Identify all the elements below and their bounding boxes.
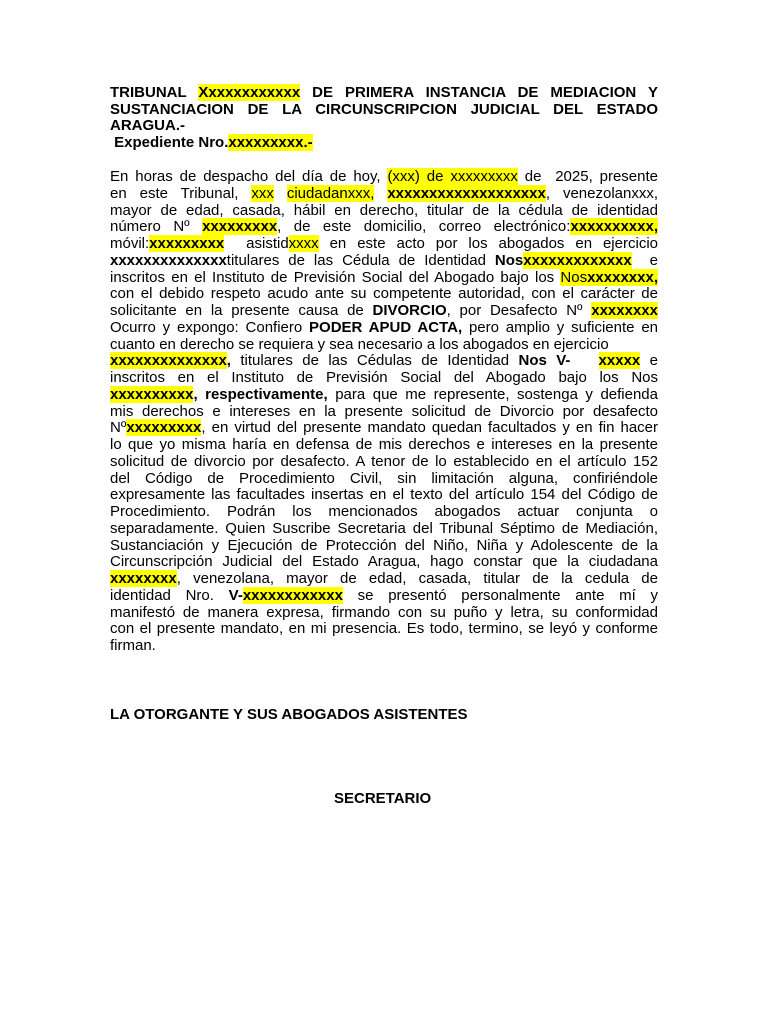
- body-line: [110, 471, 658, 488]
- body-text-segment: , venezolana, mayor de edad, casada, titular de la cedula de: [176, 570, 658, 587]
- body-line: [110, 203, 658, 220]
- placeholder-field: xxxxxxxx: [110, 570, 177, 587]
- body-line: [110, 387, 658, 404]
- body-text-segment: móvil:: [110, 235, 150, 252]
- body-text-segment: inscritos en el Instituto de Previsión Social del Abogado bajo los Nos: [110, 369, 658, 386]
- body-line: [110, 487, 658, 504]
- court-name-placeholder: Xxxxxxxxxxxx: [198, 84, 301, 101]
- body-line: [110, 353, 658, 370]
- body-text-segment: ,: [226, 352, 231, 370]
- placeholder-field: xxxxxxxxx: [126, 419, 202, 437]
- body-text-segment: Ocurro y expongo: Confiero: [110, 318, 310, 336]
- body-text-segment: e: [640, 352, 658, 370]
- body-line: [110, 169, 658, 186]
- body-text-segment: número Nº: [110, 218, 203, 236]
- body-line: [110, 337, 658, 354]
- placeholder-field: xxxx: [288, 235, 319, 252]
- body-text-segment: , en virtud del presente mandato quedan facultados y en fin hacer: [201, 419, 658, 437]
- body-text-segment: , por Desafecto Nº: [446, 302, 592, 319]
- body-text-segment: Nos V-: [518, 352, 571, 370]
- body-line: [110, 605, 658, 622]
- body-line: [110, 286, 658, 303]
- body-line: [110, 588, 658, 605]
- body-text-segment: solicitud de divorcio por desafecto. A tenor de lo establecido en el artículo 152: [110, 452, 658, 470]
- body-text-segment: en este Tribunal,: [110, 184, 252, 202]
- body-line: [110, 454, 658, 471]
- body-text-segment: xxxxxxxxxxxxxx: [110, 251, 227, 269]
- body-text-segment: identidad Nro.: [110, 586, 229, 604]
- body-line: [110, 621, 658, 638]
- body-text-segment: en este acto por los abogados en ejercicio: [318, 235, 658, 252]
- body-text-segment: Nº: [110, 419, 127, 437]
- body-text-segment: e: [631, 251, 658, 269]
- placeholder-field: xxxxxxxx: [591, 302, 658, 319]
- body-text-segment: separadamente. Quien Suscribe Secretaria del Tribunal Séptimo de Mediación,: [110, 519, 658, 537]
- body-text-segment: se presentó personalmente ante mí y: [342, 586, 658, 604]
- body-line: [110, 186, 658, 203]
- placeholder-field: xxxxxxxxxxxx: [242, 586, 343, 604]
- placeholder-field: xxxxxxxxx: [202, 218, 278, 236]
- body-text-segment: [570, 352, 598, 369]
- body-line: [110, 370, 658, 387]
- case-number-placeholder: xxxxxxxxx.-: [228, 134, 313, 152]
- body-line: [110, 538, 658, 555]
- body-text-segment: asistid: [224, 235, 289, 252]
- body-line: [110, 303, 658, 320]
- body-text-segment: pero amplio y suficiente en: [462, 318, 659, 336]
- body-text-segment: Nos: [494, 251, 524, 269]
- body-line: [110, 236, 658, 253]
- placeholder-field: xxxxxxxxxxxxx: [523, 251, 632, 269]
- body-text-segment: mayor de edad, casada, hábil en derecho, titular de la cédula de identidad: [110, 201, 658, 219]
- placeholder-field: Nos: [560, 268, 588, 286]
- body-line: [110, 504, 658, 521]
- body-text-segment: , respectivamente,: [193, 385, 328, 403]
- body-text-segment: Sustanciación y Ejecución de Protección del Niño, Niña y Adolescente de la: [110, 536, 658, 554]
- body-text-segment: V-: [228, 586, 243, 604]
- body-text-segment: En horas de despacho del día de hoy,: [110, 168, 388, 185]
- body-text-segment: mis derechos e intereses en la presente solicitud de Divorcio por desafecto: [110, 402, 658, 420]
- placeholder-field: xxxxxxxxx: [149, 235, 225, 252]
- body-line: [110, 554, 658, 571]
- body-text-segment: PODER APUD ACTA,: [309, 318, 463, 336]
- body-text-segment: titulares de las Cédulas de Identidad: [230, 352, 519, 370]
- body-text-segment: DIVORCIO: [372, 302, 447, 319]
- body-line: [110, 404, 658, 421]
- body-text-segment: , venezolanxxx,: [545, 184, 659, 202]
- body-text-segment: para que me represente, sostenga y defienda: [327, 385, 658, 403]
- placeholder-field: xxxxxxxxxxxxxxxxxxx: [387, 184, 546, 202]
- body-text-segment: firman.: [110, 637, 156, 654]
- body-text-segment: solicitante en la presente causa de: [110, 302, 373, 319]
- body-line: [110, 571, 658, 588]
- body-text-segment: expresamente las facultades insertas en el texto del artículo 154 del Código de: [110, 486, 658, 504]
- body-text-segment: [374, 185, 387, 202]
- placeholder-field: ciudadanxxx,: [286, 184, 375, 202]
- secretary-signature-label: SECRETARIO: [334, 790, 432, 807]
- court-heading-line-1: TRIBUNAL Xxxxxxxxxxxx DE PRIMERA INSTANCIA DE MEDIACION Y: [110, 84, 658, 101]
- court-heading-line-2: SUSTANCIACION DE LA CIRCUNSCRIPCION JUDICIAL DEL ESTADO: [110, 100, 658, 118]
- body-text-segment: [274, 185, 287, 202]
- placeholder-field: xxxxx: [598, 352, 641, 370]
- body-line: [110, 420, 658, 437]
- body-text-segment: Procedimiento. Podrán los mencionados abogados actuar conjunta o: [110, 503, 658, 520]
- body-text-segment: del Código de Procedimiento Civil, sin limitación alguna, confiriéndole: [110, 469, 658, 487]
- placeholder-field: xxx: [251, 184, 274, 202]
- body-line: [110, 638, 658, 655]
- body-text-segment: , de este domicilio, correo electrónico:: [277, 218, 571, 236]
- body-line: [110, 437, 658, 454]
- body-text-segment: inscritos en el Instituto de Previsión Social del Abogado bajo los: [110, 268, 561, 286]
- placeholder-field: xxxxxxxx,: [587, 268, 658, 286]
- body-text-segment: cuanto en derecho se requiera y sea necesario a los abogados en ejercicio: [110, 335, 609, 353]
- placeholder-field: xxxxxxxxxx,: [570, 218, 658, 236]
- body-line: [110, 253, 658, 270]
- court-heading-line-3: ARAGUA.-: [110, 117, 185, 135]
- body-line: [110, 219, 658, 236]
- body-line: [110, 320, 658, 337]
- body-text-segment: lo que yo misma haría en defensa de mis derechos e intereses en la presente: [110, 436, 658, 453]
- placeholder-field: (xxx) de xxxxxxxxx: [387, 168, 518, 185]
- placeholder-field: xxxxxxxxxxxxxx: [110, 352, 227, 370]
- body-text-segment: Circunscripción Judicial del Estado Aragua, hago constar que la ciudadana: [110, 553, 658, 571]
- placeholder-field: xxxxxxxxxx: [110, 385, 194, 403]
- body-text-segment: de 2025, presente: [517, 168, 658, 185]
- body-line: [110, 270, 658, 287]
- grantors-signature-label: LA OTORGANTE Y SUS ABOGADOS ASISTENTES: [110, 706, 468, 723]
- body-text-segment: manifestó de manera expresa, firmando con su puño y letra, su conformidad: [110, 603, 658, 621]
- body-text-segment: con el debido respeto acudo ante su competente autoridad, con el carácter de: [110, 285, 658, 303]
- body-text-segment: con el presente mandato, en mi presencia. Es todo, termino, se leyó y conforme: [110, 620, 658, 638]
- case-number-line: Expediente Nro.xxxxxxxxx.-: [110, 134, 313, 152]
- body-line: [110, 521, 658, 538]
- body-text-segment: titulares de las Cédula de Identidad: [226, 251, 495, 269]
